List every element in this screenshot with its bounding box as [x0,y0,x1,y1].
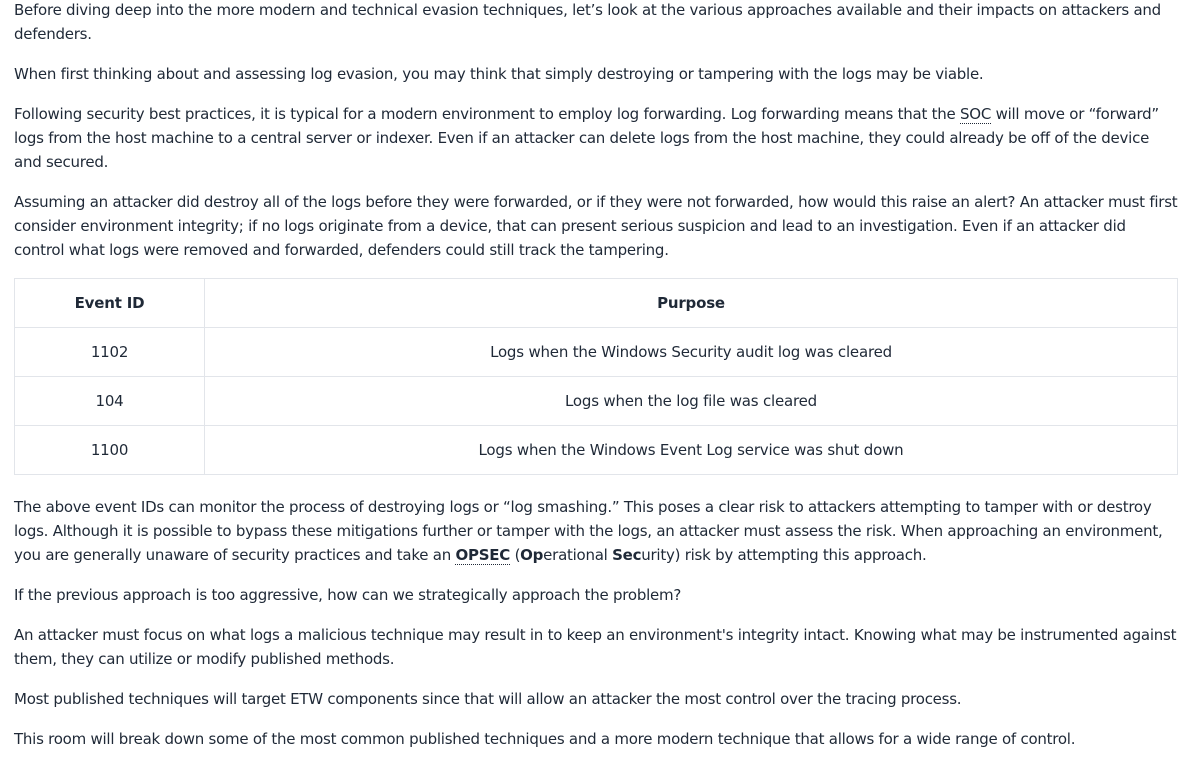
text-fragment: urity) risk by attempting this approach. [641,546,927,564]
bold-op: Op [520,546,544,564]
paragraph-strategy-question: If the previous approach is too aggressive, how can we strategically approach the problem? [14,586,682,604]
soc-abbreviation[interactable]: SOC [959,105,992,123]
header-event-id: Event ID [15,279,205,328]
paragraph-log-evasion: When first thinking about and assessing log evasion, you may think that simply destroying or tampering with the logs may be viable. [14,65,984,83]
paragraph-attacker-focus: An attacker must focus on what logs a malicious technique may result in to keep an environment's integrity intact. Knowing what may be instrumented against them, they can utilize or modify published methods. [14,626,1177,668]
paragraph-log-forwarding [14,102,1178,174]
paragraph-log-smashing [14,495,1178,567]
paragraph-intro: Before diving deep into the more modern and technical evasion techniques, let’s look at the various approaches available and their impacts on attackers and defenders. [14,1,1161,43]
paragraph-room-overview: This room will break down some of the most common published techniques and a more modern technique that allows for a wide range of control. [14,730,1076,748]
cell-purpose: Logs when the log file was cleared [205,377,1178,426]
table-row [15,426,1178,475]
table-header-row [15,279,1178,328]
text-fragment: will move or “forward” logs from the host machine to a central server or indexer. Even if an attacker can delete logs from the host machine, they could already be off of the device and secured. [14,105,1159,171]
text-fragment: ( [510,546,521,564]
cell-event-id: 104 [15,377,205,426]
text-fragment: erational [543,546,613,564]
text-fragment: The above event IDs can monitor the process of destroying logs or “log smashing.” This poses a clear risk to attackers attempting to tamper with or destroy logs. Although it is possible to bypass these mitigations further or tamper with the logs, an attacker must assess the risk. When approaching an environment, you are generally unaware of security practices and take an [14,498,1163,564]
cell-event-id: 1100 [15,426,205,475]
event-id-table [14,278,1178,475]
bold-sec: Sec [612,546,642,564]
text-fragment: Following security best practices, it is typical for a modern environment to employ log forwarding. Log forwarding means that the [14,105,960,123]
article-content [14,0,1178,767]
paragraph-integrity: Assuming an attacker did destroy all of the logs before they were forwarded, or if they were not forwarded, how would this raise an alert? An attacker must first consider environment integrity; if no logs originate from a device, that can present serious suspicion and lead to an investigation. Even if an attacker did control what logs were removed and forwarded, defenders could still track the tampering. [14,193,1178,259]
cell-purpose: Logs when the Windows Event Log service was shut down [205,426,1178,475]
cell-purpose: Logs when the Windows Security audit log was cleared [205,328,1178,377]
header-purpose: Purpose [205,279,1178,328]
opsec-abbreviation[interactable]: OPSEC [455,546,511,564]
paragraph-etw-target: Most published techniques will target ETW components since that will allow an attacker the most control over the tracing process. [14,690,962,708]
cell-event-id: 1102 [15,328,205,377]
table-row [15,328,1178,377]
table-row [15,377,1178,426]
